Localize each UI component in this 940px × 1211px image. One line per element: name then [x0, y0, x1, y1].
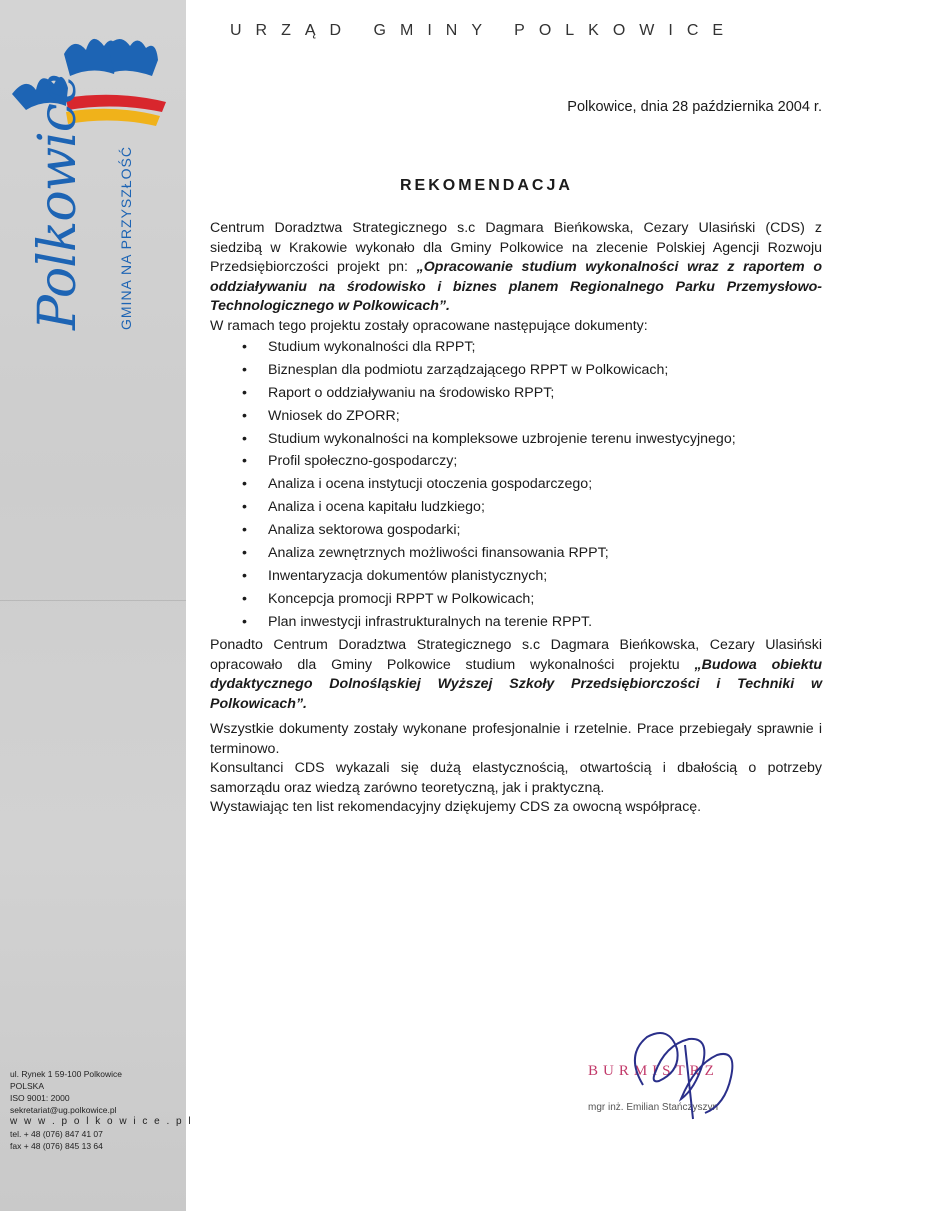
address-block	[10, 1068, 193, 1152]
intro-paragraph	[210, 219, 822, 317]
address-iso: ISO 9001: 2000	[10, 1093, 70, 1103]
list-item: • Studium wykonalności dla RPPT;	[210, 338, 822, 358]
logo-wordmark: Polkowice	[28, 74, 88, 330]
list-item: • Analiza zewnętrznych możliwości finansowania RPPT;	[210, 544, 822, 564]
address-fax: fax + 48 (076) 845 13 64	[10, 1141, 103, 1151]
letter-date: Polkowice, dnia 28 października 2004 r.	[567, 99, 822, 115]
logo-crown-right	[108, 39, 158, 76]
second-project-paragraph	[210, 636, 822, 714]
list-item: • Inwentaryzacja dokumentów planistycznych;	[210, 567, 822, 587]
address-email: sekretariat@ug.polkowice.pl	[10, 1105, 117, 1115]
address-phone: tel. + 48 (076) 847 41 07	[10, 1129, 103, 1139]
handwritten-signature	[585, 1025, 785, 1125]
project-title: „Opracowanie studium wykonalności wraz z raportem o oddziaływaniu na środowisko i biznes planem Regionalnego Parku Przemysłowo-Technologicznego w Polkowicach”.	[210, 259, 823, 314]
mayor-stamp: BURMISTRZ	[588, 1063, 719, 1079]
address-country: POLSKA	[10, 1081, 45, 1091]
address-website: w w w . p o l k o w i c e . p l	[10, 1116, 193, 1127]
list-item: • Koncepcja promocji RPPT w Polkowicach;	[210, 590, 822, 610]
second-project-title: „Budowa obiektu dydaktycznego Dolnośląskiej Wyższej Szkoły Przedsiębiorczości i Techniki w Polkowicach”.	[210, 656, 823, 712]
list-item: • Raport o oddziaływaniu na środowisko RPPT;	[210, 384, 822, 404]
logo-tagline: GMINA NA PRZYSZŁOŚĆ	[118, 146, 134, 330]
closing-paragraph: Wystawiając ten list rekomendacyjny dziękujemy CDS za owocną współpracę.	[210, 799, 702, 816]
list-item: • Studium wykonalności na kompleksowe uzbrojenie terenu inwestycyjnego;	[210, 430, 822, 450]
paper-fold	[0, 600, 186, 601]
list-item: • Profil społeczno-gospodarczy;	[210, 452, 822, 472]
letter-title: REKOMENDACJA	[400, 177, 573, 194]
quality-paragraph: Wszystkie dokumenty zostały wykonane profesjonalnie i rzetelnie. Prace przebiegały sprawnie i terminowo.	[210, 721, 822, 757]
consultants-paragraph: Konsultanci CDS wykazali się dużą elastycznością, otwartością i dbałością o potrzeby samorządu oraz wiedzą zarówno teoretyczną, jak i praktyczną.	[210, 760, 822, 796]
intro-text: Centrum Doradztwa Strategicznego s.c Dagmara Bieńkowska, Cezary Ulasiński (CDS) z siedzibą w Krakowie wykonało dla Gminy Polkowice na zlecenie Polskiej Agencji Rozwoju Przedsiębiorczości projekt pn:	[210, 220, 822, 275]
mayor-name: mgr inż. Emilian Stańczyszyn	[588, 1102, 719, 1113]
list-item: • Analiza i ocena instytucji otoczenia gospodarczego;	[210, 475, 822, 495]
second-project-lead: Ponadto Centrum Doradztwa Strategicznego s.c Dagmara Bieńkowska, Cezary Ulasiński opracowało dla Gminy Polkowice studium wykonalności projektu	[210, 637, 822, 673]
sidebar	[0, 0, 193, 1211]
list-item: • Analiza i ocena kapitału ludzkiego;	[210, 498, 822, 518]
list-intro: W ramach tego projektu zostały opracowane następujące dokumenty:	[210, 317, 648, 334]
address-street: ul. Rynek 1 59-100 Polkowice	[10, 1069, 122, 1079]
list-item: • Wniosek do ZPORR;	[210, 407, 822, 427]
letterhead: URZĄD GMINY POLKOWICE	[230, 22, 738, 39]
list-item: • Biznesplan dla podmiotu zarządzającego RPPT w Polkowicach;	[210, 361, 822, 381]
list-item: • Plan inwestycji infrastrukturalnych na terenie RPPT.	[210, 613, 822, 633]
letter-body	[210, 219, 822, 818]
documents-list	[210, 338, 822, 632]
list-item: • Analiza sektorowa gospodarki;	[210, 521, 822, 541]
